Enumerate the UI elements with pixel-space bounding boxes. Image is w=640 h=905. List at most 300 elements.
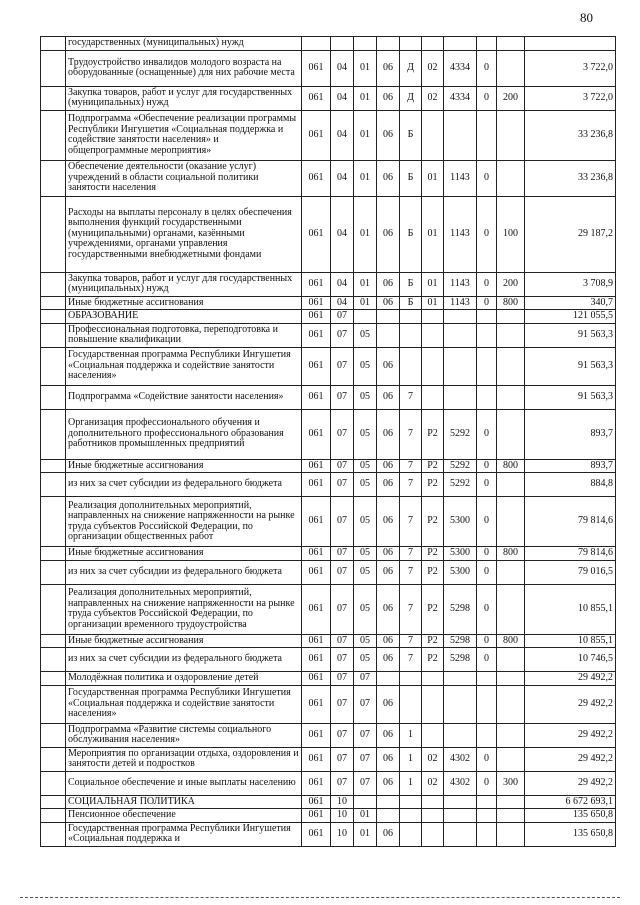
code-subprogram-cell: Б	[400, 160, 422, 196]
item-name-cell: Молодёжная политика и оздоровление детей	[66, 672, 302, 686]
code-ministry-cell: 061	[302, 672, 331, 686]
code-section-cell: 04	[331, 272, 354, 296]
code-subsection-cell: 05	[354, 459, 377, 473]
code-sub-cell	[477, 822, 497, 846]
amount-cell: 10 746,5	[525, 648, 616, 672]
code-event-cell: Р2	[422, 634, 444, 648]
code-subsection-cell: 05	[354, 634, 377, 648]
code-subsection-cell: 07	[354, 685, 377, 723]
amount-cell: 91 563,3	[525, 347, 616, 385]
row-marker-cell	[41, 272, 66, 296]
code-event-cell: 01	[422, 272, 444, 296]
code-subsection-cell: 01	[354, 822, 377, 846]
code-subsection-cell: 07	[354, 771, 377, 795]
code-subsection-cell	[354, 310, 377, 324]
code-subprogram-cell	[400, 310, 422, 324]
row-marker-cell	[41, 584, 66, 634]
code-direction-cell	[444, 347, 477, 385]
code-ministry-cell: 061	[302, 50, 331, 86]
code-event-cell	[422, 809, 444, 823]
table-row	[41, 771, 616, 795]
code-type-cell	[497, 672, 525, 686]
code-subprogram-cell: 7	[400, 385, 422, 409]
row-marker-cell	[41, 37, 66, 51]
table-row	[41, 547, 616, 561]
code-sub-cell	[477, 672, 497, 686]
code-event-cell	[422, 685, 444, 723]
code-sub-cell: 0	[477, 634, 497, 648]
code-type-cell	[497, 795, 525, 809]
code-type-cell	[497, 747, 525, 771]
code-section-cell: 07	[331, 497, 354, 547]
code-section-cell: 07	[331, 584, 354, 634]
code-subprogram-cell: 7	[400, 497, 422, 547]
code-subsection-cell: 05	[354, 497, 377, 547]
code-subprogram-cell: 7	[400, 560, 422, 584]
code-program-cell: 06	[377, 347, 400, 385]
code-sub-cell	[477, 347, 497, 385]
code-ministry-cell: 061	[302, 560, 331, 584]
item-name-cell: из них за счет субсидии из федерального бюджета	[66, 473, 302, 497]
item-name-cell: Мероприятия по организации отдыха, оздоровления и занятости детей и подростков	[66, 747, 302, 771]
amount-cell: 884,8	[525, 473, 616, 497]
code-direction-cell: 4302	[444, 747, 477, 771]
table-row	[41, 648, 616, 672]
code-subsection-cell: 07	[354, 723, 377, 747]
code-type-cell: 200	[497, 86, 525, 110]
code-subsection-cell: 05	[354, 385, 377, 409]
code-subprogram-cell	[400, 347, 422, 385]
row-marker-cell	[41, 795, 66, 809]
code-event-cell	[422, 822, 444, 846]
code-program-cell	[377, 795, 400, 809]
code-ministry-cell: 061	[302, 160, 331, 196]
table-row	[41, 110, 616, 160]
row-marker-cell	[41, 86, 66, 110]
code-direction-cell: 5298	[444, 648, 477, 672]
code-ministry-cell: 061	[302, 459, 331, 473]
table-row	[41, 473, 616, 497]
code-event-cell	[422, 37, 444, 51]
item-name-cell: Подпрограмма «Содействие занятости населения»	[66, 385, 302, 409]
code-type-cell	[497, 310, 525, 324]
amount-cell: 33 236,8	[525, 110, 616, 160]
code-event-cell: 02	[422, 50, 444, 86]
code-subsection-cell: 05	[354, 584, 377, 634]
row-marker-cell	[41, 347, 66, 385]
code-type-cell	[497, 809, 525, 823]
row-marker-cell	[41, 310, 66, 324]
code-section-cell: 04	[331, 160, 354, 196]
code-subsection-cell: 01	[354, 110, 377, 160]
table-row	[41, 795, 616, 809]
code-program-cell: 06	[377, 584, 400, 634]
item-name-cell: Расходы на выплаты персоналу в целях обеспечения выполнения функций государственными (муниципальными) органами, казёнными учреждениями, органами управления государственными внебюджетными фондами	[66, 196, 302, 272]
code-program-cell: 06	[377, 473, 400, 497]
code-subsection-cell: 01	[354, 196, 377, 272]
table-row	[41, 37, 616, 51]
code-sub-cell: 0	[477, 560, 497, 584]
table-row	[41, 347, 616, 385]
code-event-cell	[422, 323, 444, 347]
row-marker-cell	[41, 196, 66, 272]
code-sub-cell: 0	[477, 459, 497, 473]
item-name-cell: Реализация дополнительных мероприятий, направленных на снижение напряженности на рынке труда субъектов Российской Федерации, по организации общественных работ	[66, 497, 302, 547]
code-subsection-cell: 07	[354, 747, 377, 771]
table-row	[41, 385, 616, 409]
code-section-cell: 07	[331, 771, 354, 795]
code-type-cell	[497, 685, 525, 723]
item-name-cell: Иные бюджетные ассигнования	[66, 459, 302, 473]
code-sub-cell: 0	[477, 50, 497, 86]
code-direction-cell	[444, 685, 477, 723]
row-marker-cell	[41, 747, 66, 771]
code-program-cell: 06	[377, 385, 400, 409]
code-subprogram-cell: Д	[400, 50, 422, 86]
code-section-cell: 07	[331, 409, 354, 459]
row-marker-cell	[41, 809, 66, 823]
code-sub-cell: 0	[477, 648, 497, 672]
item-name-cell: Иные бюджетные ассигнования	[66, 634, 302, 648]
table-row	[41, 747, 616, 771]
code-sub-cell	[477, 685, 497, 723]
table-row	[41, 723, 616, 747]
table-row	[41, 822, 616, 846]
code-direction-cell: 4334	[444, 50, 477, 86]
code-type-cell	[497, 497, 525, 547]
code-ministry-cell: 061	[302, 323, 331, 347]
code-ministry-cell: 061	[302, 473, 331, 497]
code-ministry-cell: 061	[302, 771, 331, 795]
code-direction-cell	[444, 795, 477, 809]
code-section-cell: 07	[331, 672, 354, 686]
amount-cell: 29 492,2	[525, 723, 616, 747]
code-ministry-cell: 061	[302, 196, 331, 272]
code-ministry-cell: 061	[302, 795, 331, 809]
item-name-cell: Организация профессионального обучения и дополнительного профессионального образования работников промышленных предприятий	[66, 409, 302, 459]
table-row	[41, 409, 616, 459]
row-marker-cell	[41, 409, 66, 459]
item-name-cell: ОБРАЗОВАНИЕ	[66, 310, 302, 324]
code-direction-cell	[444, 323, 477, 347]
table-row	[41, 634, 616, 648]
code-section-cell: 07	[331, 723, 354, 747]
item-name-cell: Закупка товаров, работ и услуг для государственных (муниципальных) нужд	[66, 86, 302, 110]
code-type-cell: 800	[497, 296, 525, 310]
code-ministry-cell: 061	[302, 547, 331, 561]
code-section-cell: 04	[331, 110, 354, 160]
code-event-cell: Р2	[422, 560, 444, 584]
code-type-cell: 100	[497, 196, 525, 272]
code-program-cell: 06	[377, 296, 400, 310]
table-row	[41, 672, 616, 686]
code-event-cell: 02	[422, 771, 444, 795]
item-name-cell: Обеспечение деятельности (оказание услуг) учреждений в области социальной политики занятости населения	[66, 160, 302, 196]
code-subsection-cell: 01	[354, 160, 377, 196]
table-row	[41, 86, 616, 110]
code-subsection-cell: 05	[354, 473, 377, 497]
amount-cell: 6 672 693,1	[525, 795, 616, 809]
code-ministry-cell: 061	[302, 723, 331, 747]
code-type-cell: 800	[497, 547, 525, 561]
code-sub-cell	[477, 37, 497, 51]
amount-cell: 3 722,0	[525, 86, 616, 110]
item-name-cell: Государственная программа Республики Ингушетия «Социальная поддержка и содействие занятости населения»	[66, 685, 302, 723]
code-program-cell: 06	[377, 497, 400, 547]
code-subprogram-cell: 1	[400, 723, 422, 747]
code-type-cell	[497, 648, 525, 672]
item-name-cell: из них за счет субсидии из федерального бюджета	[66, 648, 302, 672]
code-subsection-cell: 05	[354, 347, 377, 385]
code-type-cell: 800	[497, 634, 525, 648]
code-subprogram-cell: 1	[400, 771, 422, 795]
table-row	[41, 323, 616, 347]
code-type-cell	[497, 110, 525, 160]
row-marker-cell	[41, 110, 66, 160]
code-event-cell	[422, 385, 444, 409]
code-ministry-cell: 061	[302, 685, 331, 723]
code-subprogram-cell: 7	[400, 409, 422, 459]
code-subprogram-cell: 7	[400, 547, 422, 561]
row-marker-cell	[41, 459, 66, 473]
code-ministry-cell: 061	[302, 822, 331, 846]
row-marker-cell	[41, 473, 66, 497]
code-sub-cell: 0	[477, 473, 497, 497]
code-section-cell: 07	[331, 634, 354, 648]
code-direction-cell: 5292	[444, 409, 477, 459]
code-section-cell: 07	[331, 323, 354, 347]
code-subprogram-cell: Б	[400, 110, 422, 160]
amount-cell: 79 814,6	[525, 497, 616, 547]
item-name-cell: Государственная программа Республики Ингушетия «Социальная поддержка и	[66, 822, 302, 846]
table-row	[41, 809, 616, 823]
code-program-cell	[377, 310, 400, 324]
code-ministry-cell: 061	[302, 272, 331, 296]
amount-cell: 3 722,0	[525, 50, 616, 86]
code-type-cell	[497, 409, 525, 459]
code-ministry-cell: 061	[302, 110, 331, 160]
code-direction-cell: 5300	[444, 497, 477, 547]
code-section-cell: 04	[331, 50, 354, 86]
code-program-cell: 06	[377, 648, 400, 672]
row-marker-cell	[41, 672, 66, 686]
item-name-cell: Закупка товаров, работ и услуг для государственных (муниципальных) нужд	[66, 272, 302, 296]
code-subprogram-cell	[400, 672, 422, 686]
table-row	[41, 459, 616, 473]
amount-cell: 91 563,3	[525, 323, 616, 347]
code-program-cell: 06	[377, 86, 400, 110]
code-section-cell: 07	[331, 473, 354, 497]
code-section-cell: 10	[331, 795, 354, 809]
code-section-cell: 07	[331, 310, 354, 324]
code-sub-cell	[477, 723, 497, 747]
code-ministry-cell: 061	[302, 634, 331, 648]
amount-cell: 79 814,6	[525, 547, 616, 561]
code-subsection-cell: 05	[354, 409, 377, 459]
code-program-cell: 06	[377, 771, 400, 795]
amount-cell: 10 855,1	[525, 584, 616, 634]
code-program-cell: 06	[377, 747, 400, 771]
amount-cell: 10 855,1	[525, 634, 616, 648]
code-program-cell: 06	[377, 560, 400, 584]
code-ministry-cell: 061	[302, 584, 331, 634]
code-sub-cell: 0	[477, 272, 497, 296]
code-subprogram-cell	[400, 323, 422, 347]
code-ministry-cell: 061	[302, 747, 331, 771]
row-marker-cell	[41, 160, 66, 196]
code-direction-cell: 1143	[444, 296, 477, 310]
item-name-cell: Иные бюджетные ассигнования	[66, 547, 302, 561]
code-sub-cell: 0	[477, 160, 497, 196]
code-section-cell: 07	[331, 459, 354, 473]
code-sub-cell: 0	[477, 747, 497, 771]
code-subprogram-cell: 7	[400, 634, 422, 648]
amount-cell: 29 492,2	[525, 685, 616, 723]
code-direction-cell	[444, 310, 477, 324]
code-direction-cell: 5292	[444, 459, 477, 473]
row-marker-cell	[41, 560, 66, 584]
code-type-cell	[497, 50, 525, 86]
amount-cell: 33 236,8	[525, 160, 616, 196]
amount-cell: 3 708,9	[525, 272, 616, 296]
table-row	[41, 497, 616, 547]
table-row	[41, 560, 616, 584]
code-subsection-cell: 01	[354, 296, 377, 310]
code-direction-cell: 5300	[444, 560, 477, 584]
code-event-cell	[422, 672, 444, 686]
code-direction-cell	[444, 822, 477, 846]
code-subsection-cell: 07	[354, 672, 377, 686]
code-subprogram-cell: Д	[400, 86, 422, 110]
code-section-cell: 07	[331, 385, 354, 409]
code-event-cell	[422, 310, 444, 324]
code-sub-cell	[477, 110, 497, 160]
item-name-cell: государственных (муниципальных) нужд	[66, 37, 302, 51]
code-sub-cell: 0	[477, 497, 497, 547]
code-event-cell: 01	[422, 296, 444, 310]
code-event-cell	[422, 347, 444, 385]
code-section-cell: 04	[331, 196, 354, 272]
code-type-cell	[497, 385, 525, 409]
code-type-cell	[497, 560, 525, 584]
code-direction-cell	[444, 37, 477, 51]
row-marker-cell	[41, 547, 66, 561]
code-program-cell	[377, 323, 400, 347]
code-sub-cell: 0	[477, 771, 497, 795]
code-sub-cell: 0	[477, 86, 497, 110]
code-direction-cell: 5292	[444, 473, 477, 497]
amount-cell: 29 492,2	[525, 747, 616, 771]
code-subsection-cell: 01	[354, 50, 377, 86]
item-name-cell: Реализация дополнительных мероприятий, направленных на снижение напряженности на рынке труда субъектов Российской Федерации, по организации временного трудоустройства	[66, 584, 302, 634]
code-subsection-cell	[354, 37, 377, 51]
code-direction-cell: 5298	[444, 634, 477, 648]
code-direction-cell: 1143	[444, 272, 477, 296]
code-program-cell: 06	[377, 634, 400, 648]
amount-cell: 29 492,2	[525, 771, 616, 795]
code-ministry-cell: 061	[302, 409, 331, 459]
budget-table-body	[41, 37, 616, 847]
code-program-cell	[377, 672, 400, 686]
code-direction-cell	[444, 385, 477, 409]
code-ministry-cell: 061	[302, 296, 331, 310]
code-section-cell: 07	[331, 347, 354, 385]
code-direction-cell: 5300	[444, 547, 477, 561]
code-program-cell: 06	[377, 196, 400, 272]
code-event-cell: 02	[422, 86, 444, 110]
code-subprogram-cell: 7	[400, 584, 422, 634]
code-sub-cell: 0	[477, 409, 497, 459]
code-type-cell: 800	[497, 459, 525, 473]
code-program-cell: 06	[377, 459, 400, 473]
code-ministry-cell: 061	[302, 809, 331, 823]
code-section-cell: 07	[331, 685, 354, 723]
code-direction-cell: 5298	[444, 584, 477, 634]
code-event-cell: 01	[422, 160, 444, 196]
code-sub-cell	[477, 310, 497, 324]
code-section-cell	[331, 37, 354, 51]
code-event-cell: Р2	[422, 459, 444, 473]
table-row	[41, 196, 616, 272]
code-program-cell	[377, 37, 400, 51]
code-event-cell: Р2	[422, 547, 444, 561]
code-sub-cell: 0	[477, 584, 497, 634]
code-direction-cell: 4302	[444, 771, 477, 795]
code-subsection-cell: 05	[354, 323, 377, 347]
code-subprogram-cell: Б	[400, 196, 422, 272]
code-subprogram-cell: 7	[400, 473, 422, 497]
code-type-cell	[497, 473, 525, 497]
row-marker-cell	[41, 648, 66, 672]
code-ministry-cell: 061	[302, 310, 331, 324]
code-subsection-cell: 05	[354, 648, 377, 672]
code-type-cell	[497, 37, 525, 51]
amount-cell: 135 650,8	[525, 809, 616, 823]
code-sub-cell	[477, 795, 497, 809]
code-type-cell: 300	[497, 771, 525, 795]
code-program-cell: 06	[377, 272, 400, 296]
code-subprogram-cell	[400, 795, 422, 809]
code-type-cell	[497, 347, 525, 385]
code-sub-cell	[477, 809, 497, 823]
row-marker-cell	[41, 634, 66, 648]
code-program-cell: 06	[377, 547, 400, 561]
code-type-cell	[497, 323, 525, 347]
table-row	[41, 584, 616, 634]
item-name-cell: Профессиональная подготовка, переподготовка и повышение квалификации	[66, 323, 302, 347]
item-name-cell: из них за счет субсидии из федерального бюджета	[66, 560, 302, 584]
code-section-cell: 04	[331, 86, 354, 110]
code-subsection-cell	[354, 795, 377, 809]
amount-cell	[525, 37, 616, 51]
code-subsection-cell: 01	[354, 272, 377, 296]
code-type-cell	[497, 160, 525, 196]
item-name-cell: Государственная программа Республики Ингушетия «Социальная поддержка и содействие занятости населения»	[66, 347, 302, 385]
page-bottom-edge	[20, 897, 620, 898]
code-sub-cell	[477, 385, 497, 409]
code-subprogram-cell: Б	[400, 272, 422, 296]
code-event-cell	[422, 110, 444, 160]
code-type-cell	[497, 822, 525, 846]
row-marker-cell	[41, 723, 66, 747]
code-subsection-cell: 05	[354, 547, 377, 561]
amount-cell: 893,7	[525, 459, 616, 473]
code-subprogram-cell	[400, 809, 422, 823]
amount-cell: 79 016,5	[525, 560, 616, 584]
code-sub-cell	[477, 323, 497, 347]
amount-cell: 340,7	[525, 296, 616, 310]
amount-cell: 121 055,5	[525, 310, 616, 324]
